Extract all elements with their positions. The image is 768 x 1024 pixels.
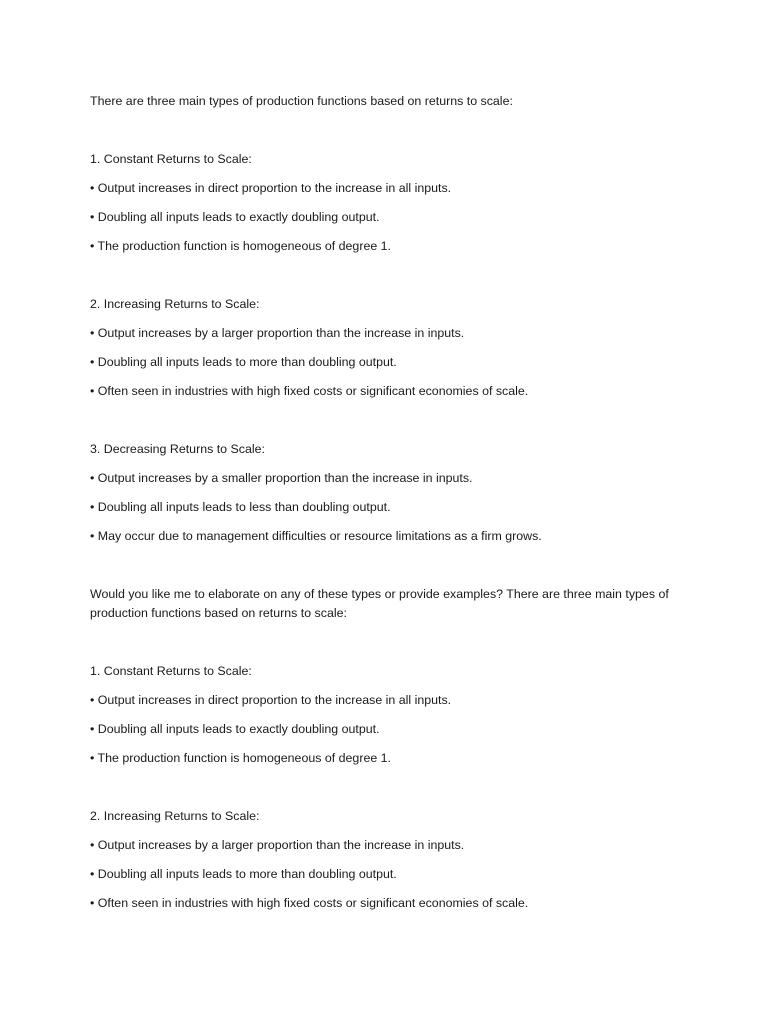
document-body xyxy=(90,92,680,913)
bullet-item: • Often seen in industries with high fixed costs or significant economies of scale. xyxy=(90,384,529,398)
bullet-item: • Doubling all inputs leads to less than doubling output. xyxy=(90,500,391,514)
bullet-item: • Output increases by a smaller proportion than the increase in inputs. xyxy=(90,471,473,485)
section-heading: 2. Increasing Returns to Scale: xyxy=(90,297,260,311)
section-heading: 3. Decreasing Returns to Scale: xyxy=(90,442,265,456)
section-heading: 1. Constant Returns to Scale: xyxy=(90,152,252,166)
bullet-item: • Doubling all inputs leads to exactly doubling output. xyxy=(90,210,380,224)
bullet-item: • May occur due to management difficulties or resource limitations as a firm grows. xyxy=(90,529,542,543)
bullet-item: • Often seen in industries with high fixed costs or significant economies of scale. xyxy=(90,896,529,910)
bullet-item: • Doubling all inputs leads to exactly doubling output. xyxy=(90,722,380,736)
bullet-item: • Doubling all inputs leads to more than doubling output. xyxy=(90,355,397,369)
section-heading: 2. Increasing Returns to Scale: xyxy=(90,809,260,823)
bullet-item: • Output increases in direct proportion to the increase in all inputs. xyxy=(90,693,452,707)
bullet-item: • The production function is homogeneous of degree 1. xyxy=(90,751,391,765)
bullet-item: • Output increases in direct proportion to the increase in all inputs. xyxy=(90,181,452,195)
bullet-item: • Output increases by a larger proportion than the increase in inputs. xyxy=(90,838,465,852)
section-heading: 1. Constant Returns to Scale: xyxy=(90,664,252,678)
bullet-item: • Doubling all inputs leads to more than doubling output. xyxy=(90,867,397,881)
intro-paragraph: There are three main types of production functions based on returns to scale: xyxy=(90,94,513,108)
bullet-item: • Output increases by a larger proportion than the increase in inputs. xyxy=(90,326,465,340)
closing-paragraph: Would you like me to elaborate on any of these types or provide examples? There are three main types of production functions based on returns to scale: xyxy=(90,587,669,620)
bullet-item: • The production function is homogeneous of degree 1. xyxy=(90,239,391,253)
